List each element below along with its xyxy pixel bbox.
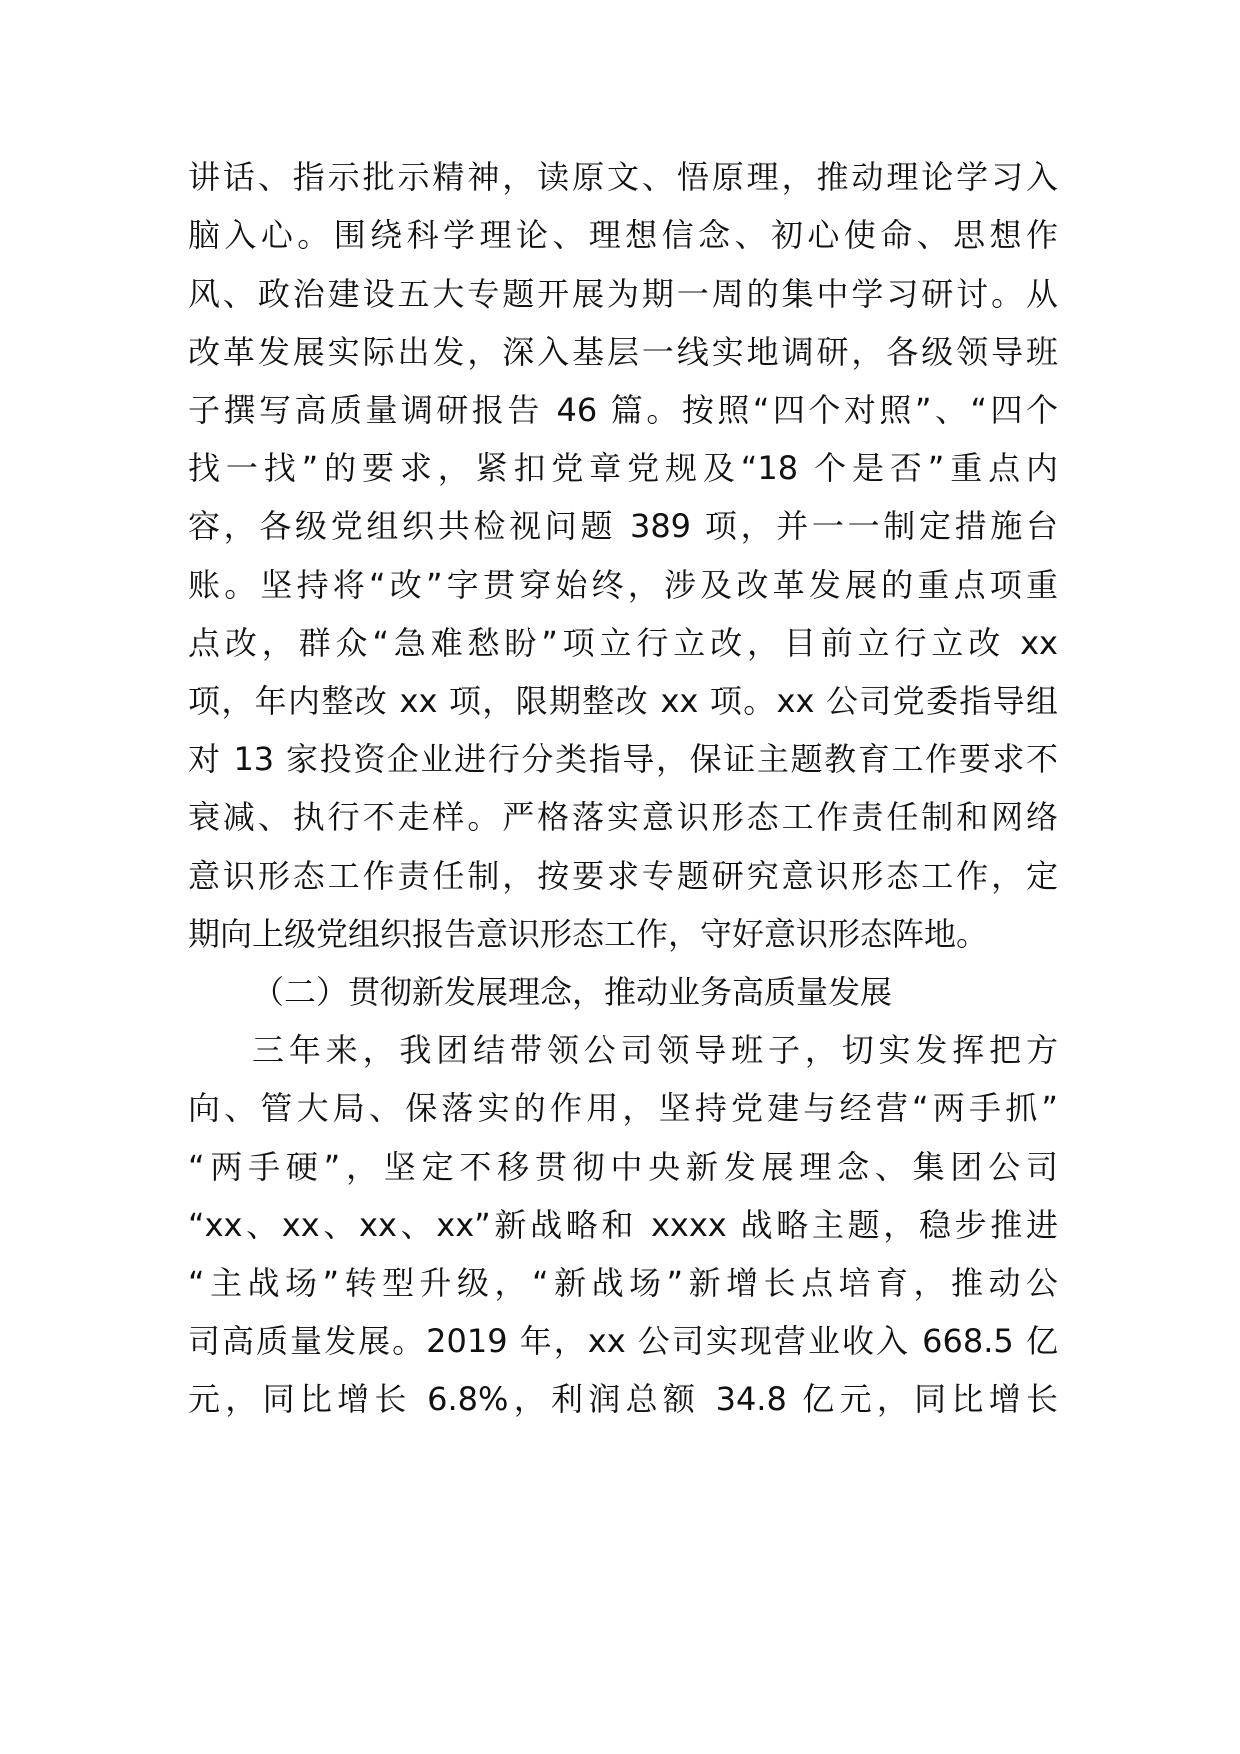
body-text-line: 脑入心。围绕科学理论、理想信念、初心使命、思想作 (188, 216, 1058, 254)
body-text-line: “xx、xx、xx、xx”新战略和 xxxx 战略主题，稳步推进 (188, 1206, 1058, 1244)
body-text-line: 点改，群众“急难愁盼”项立行立改，目前立行立改 xx (188, 624, 1058, 662)
body-text-line: 对 13 家投资企业进行分类指导，保证主题教育工作要求不 (188, 740, 1058, 778)
body-text-line: 期向上级党组织报告意识形态工作，守好意识形态阵地。 (188, 915, 989, 953)
body-text-line: 账。坚持将“改”字贯穿始终，涉及改革发展的重点项重 (188, 566, 1058, 604)
body-text-line: 容，各级党组织共检视问题 389 项，并一一制定措施台 (188, 507, 1058, 545)
body-text-line: 讲话、指示批示精神，读原文、悟原理，推动理论学习入 (188, 158, 1058, 196)
body-text-line: 三年来，我团结带领公司领导班子，切实发挥把方 (252, 1031, 1058, 1069)
body-text-line: 改革发展实际出发，深入基层一线实地调研，各级领导班 (188, 333, 1058, 371)
body-text-line: “主战场”转型升级，“新战场”新增长点培育，推动公 (188, 1264, 1058, 1302)
body-text-line: 向、管大局、保落实的作用，坚持党建与经营“两手抓” (188, 1089, 1058, 1127)
body-text-line: 衰减、执行不走样。严格落实意识形态工作责任制和网络 (188, 798, 1058, 836)
body-text-line: 子撰写高质量调研报告 46 篇。按照“四个对照”、“四个 (188, 391, 1058, 429)
body-text-line: 意识形态工作责任制，按要求专题研究意识形态工作，定 (188, 857, 1058, 895)
body-text-line: 元，同比增长 6.8%，利润总额 34.8 亿元，同比增长 (188, 1380, 1058, 1418)
body-text-line: 项，年内整改 xx 项，限期整改 xx 项。xx 公司党委指导组 (188, 682, 1058, 720)
body-text-line: 风、政治建设五大专题开展为期一周的集中学习研讨。从 (188, 275, 1058, 313)
body-text-line: 找一找”的要求，紧扣党章党规及“18 个是否”重点内 (188, 449, 1058, 487)
body-text-line: “两手硬”，坚定不移贯彻中央新发展理念、集团公司 (188, 1148, 1058, 1186)
section-heading: （二）贯彻新发展理念，推动业务高质量发展 (252, 973, 893, 1011)
body-text-line: 司高质量发展。2019 年，xx 公司实现营业收入 668.5 亿 (188, 1322, 1058, 1360)
